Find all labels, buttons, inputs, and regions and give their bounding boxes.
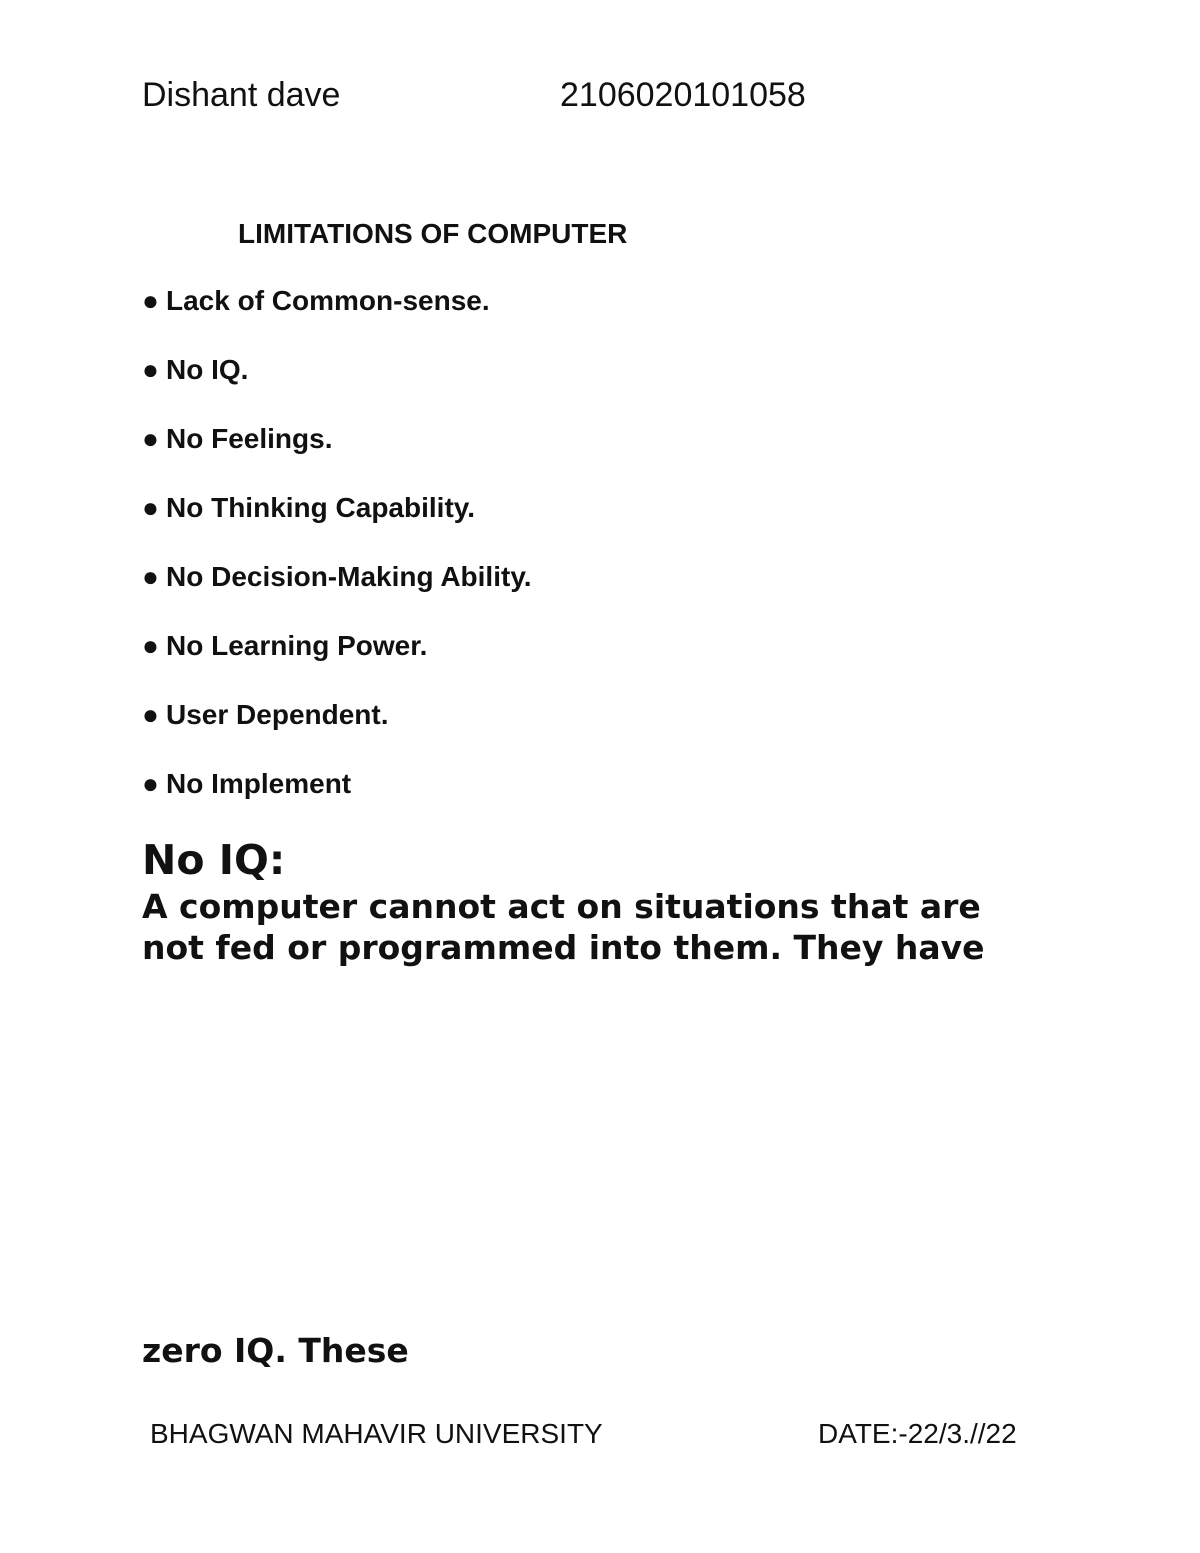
list-item bbox=[142, 423, 532, 492]
paragraph-line: zero IQ. These bbox=[142, 1331, 409, 1370]
list-item bbox=[142, 699, 532, 768]
student-id: 2106020101058 bbox=[560, 76, 806, 114]
list-item bbox=[142, 492, 532, 561]
bullet-icon: ● bbox=[142, 423, 159, 454]
bullet-icon: ● bbox=[142, 492, 159, 523]
student-name: Dishant dave bbox=[142, 76, 341, 114]
list-item bbox=[142, 768, 532, 837]
list-item bbox=[142, 561, 532, 630]
list-item-text: No Learning Power. bbox=[166, 630, 428, 661]
bullet-icon: ● bbox=[142, 768, 159, 799]
list-item bbox=[142, 630, 532, 699]
list-item-text: Lack of Common-sense. bbox=[166, 285, 490, 316]
footer-date: DATE:-22/3.//22 bbox=[818, 1418, 1017, 1449]
paragraph-line: not fed or programmed into them. They have bbox=[142, 928, 985, 967]
paragraph-line: A computer cannot act on situations that are bbox=[142, 887, 981, 926]
list-item-text: No Decision-Making Ability. bbox=[166, 561, 532, 592]
bullet-icon: ● bbox=[142, 285, 159, 316]
footer-university: BHAGWAN MAHAVIR UNIVERSITY bbox=[150, 1418, 603, 1449]
limitations-list bbox=[142, 285, 532, 837]
bullet-icon: ● bbox=[142, 561, 159, 592]
bullet-icon: ● bbox=[142, 699, 159, 730]
list-item-text: No Feelings. bbox=[166, 423, 333, 454]
section-heading: No IQ: bbox=[142, 836, 286, 884]
bullet-icon: ● bbox=[142, 630, 159, 661]
list-item-text: No Implement bbox=[166, 768, 352, 799]
list-item-text: User Dependent. bbox=[166, 699, 389, 730]
page-title: LIMITATIONS OF COMPUTER bbox=[238, 218, 628, 249]
list-item-text: No IQ. bbox=[166, 354, 249, 385]
list-item bbox=[142, 285, 532, 354]
list-item bbox=[142, 354, 532, 423]
list-item-text: No Thinking Capability. bbox=[166, 492, 476, 523]
bullet-icon: ● bbox=[142, 354, 159, 385]
